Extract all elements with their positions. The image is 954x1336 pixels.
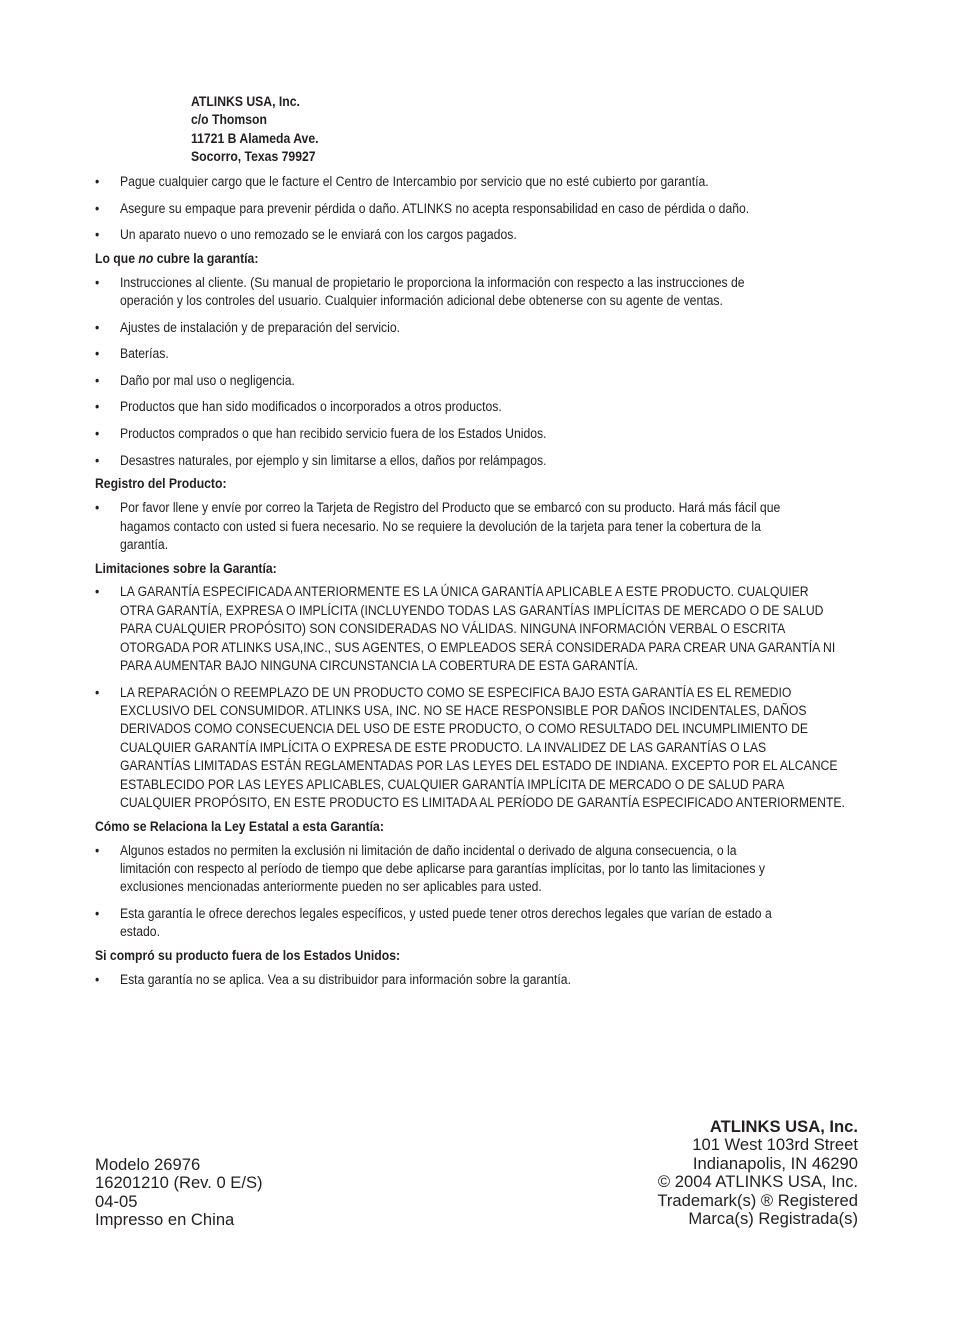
heading-text: cubre la garantía: bbox=[153, 250, 259, 267]
footer-model-info bbox=[95, 1156, 263, 1230]
list-item bbox=[95, 398, 759, 416]
address-line: Socorro, Texas 79927 bbox=[191, 149, 316, 166]
company-name: ATLINKS USA, Inc. bbox=[709, 1117, 858, 1136]
return-address bbox=[191, 93, 319, 167]
bullet: • bbox=[95, 174, 100, 190]
item-text: garantía. bbox=[119, 536, 169, 553]
bullet: • bbox=[95, 905, 100, 922]
item-text: Asegure su empaque para prevenir pérdida o daño. ATLINKS no acepta responsabilidad en caso de pérdida o daño. bbox=[119, 200, 750, 217]
item-text: Pague cualquier cargo que le facture el Centro de Intercambio por servicio que no esté cubierto por garantía. bbox=[119, 174, 709, 190]
section-heading-state-law: Cómo se Relaciona la Ley Estatal a esta Garantía: bbox=[95, 818, 384, 835]
section-heading-outside-us: Si compró su producto fuera de los Estados Unidos: bbox=[95, 948, 401, 965]
heading-emphasis: no bbox=[138, 250, 154, 267]
part-number-line: 16201210 (Rev. 0 E/S) bbox=[95, 1173, 263, 1193]
list-item bbox=[95, 905, 772, 942]
item-text: OTRA GARANTÍA, EXPRESA O IMPLÍCITA (INCLUYENDO TODAS LAS GARANTÍAS IMPLÍCITAS DE MERCADO O DE SALUD bbox=[119, 602, 824, 619]
address-line: 11721 B Alameda Ave. bbox=[191, 130, 319, 147]
bullet: • bbox=[95, 842, 100, 859]
item-text: operación y los controles del usuario. Cualquier información adicional debe obtenerse con su agente de ventas. bbox=[119, 293, 723, 310]
list-item bbox=[95, 425, 759, 443]
bullet: • bbox=[95, 346, 100, 363]
item-text: estado. bbox=[119, 924, 160, 941]
list-item bbox=[95, 499, 781, 554]
bullet: • bbox=[95, 227, 100, 244]
item-text: Esta garantía no se aplica. Vea a su distribuidor para información sobre la garantía. bbox=[119, 971, 571, 988]
item-text: Baterías. bbox=[119, 346, 169, 363]
bullet: • bbox=[95, 584, 100, 601]
list-item bbox=[95, 319, 759, 337]
item-text: LA REPARACIÓN O REEMPLAZO DE UN PRODUCTO COMO SE ESPECIFICA BAJO ESTA GARANTÍA ES EL REMEDIO bbox=[119, 684, 792, 701]
list-item bbox=[95, 583, 836, 675]
bullet: • bbox=[95, 372, 100, 389]
section-heading-not-covered bbox=[95, 250, 759, 268]
item-text: PARA AUMENTAR BAJO NINGUNA CIRCUNSTANCIA LA COBERTURA DE ESTA GARANTÍA. bbox=[119, 658, 639, 675]
list-item bbox=[95, 274, 759, 311]
item-text: Productos comprados o que han recibido servicio fuera de los Estados Unidos. bbox=[119, 426, 547, 442]
item-text: Algunos estados no permiten la exclusión ni limitación de daño incidental o derivado de alguna consecuencia, o la bbox=[119, 842, 737, 859]
bullet: • bbox=[95, 200, 100, 217]
item-text: PARA CUALQUIER PROPÓSITO) SON CONSIDERADAS NO VÁLIDAS. NINGUNA INFORMACIÓN VERBAL O ESCRITA bbox=[119, 621, 786, 638]
item-text: Productos que han sido modificados o incorporados a otros productos. bbox=[119, 399, 502, 416]
list-item bbox=[95, 971, 759, 989]
list-item bbox=[95, 452, 759, 470]
list-item bbox=[95, 226, 759, 244]
item-text: Por favor llene y envíe por correo la Tarjeta de Registro del Producto que se embarcó con su producto. Hará más fácil que bbox=[119, 500, 781, 517]
bullet: • bbox=[95, 452, 100, 469]
date-line: 04-05 bbox=[95, 1191, 138, 1211]
item-text: GARANTÍAS LIMITADAS ESTÁN REGLAMENTADAS POR LAS LEYES DEL ESTADO DE INDIANA. EXCEPTO POR EL ALCANCE bbox=[119, 758, 838, 775]
item-text: limitación con respecto al período de tiempo que debe aplicarse para garantías implícitas, por lo tanto las limitaciones y bbox=[119, 860, 765, 877]
item-text: OTORGADA POR ATLINKS USA,INC., SUS AGENTES, O EMPLEADOS SERÁ CONSIDERADA PARA CREAR UNA GARANTÍA NI bbox=[119, 639, 836, 656]
item-text: CUALQUIER GARANTÍA IMPLÍCITA O EXPRESA DE ESTE PRODUCTO. LA INVALIDEZ DE LAS GARANTÍAS O LAS bbox=[119, 739, 767, 756]
item-text: Ajustes de instalación y de preparación del servicio. bbox=[119, 319, 401, 336]
item-text: LA GARANTÍA ESPECIFICADA ANTERIORMENTE ES LA ÚNICA GARANTÍA APLICABLE A ESTE PRODUCTO. CUALQUIER bbox=[119, 584, 809, 601]
bullet: • bbox=[95, 500, 100, 517]
list-item bbox=[95, 842, 765, 897]
bullet: • bbox=[95, 399, 100, 416]
list-item bbox=[95, 173, 759, 191]
item-text: EXCLUSIVO DEL CONSUMIDOR. ATLINKS USA, INC. NO SE HACE RESPONSIBLE POR DAÑOS INCIDENTALES, DAÑOS bbox=[119, 703, 807, 720]
model-line: Modelo 26976 bbox=[95, 1155, 201, 1174]
copyright-line: © 2004 ATLINKS USA, Inc. bbox=[657, 1172, 858, 1192]
heading-text: Lo que bbox=[95, 250, 139, 267]
warranty-body bbox=[95, 173, 845, 989]
item-text: CUALQUIER PROPÓSITO, EN ESTE PRODUCTO ES LIMITADA AL PERÍODO DE GARANTÍA ESPECIFICADO ANTERIORMENTE. bbox=[119, 794, 845, 811]
bullet: • bbox=[95, 426, 100, 442]
item-text: Un aparato nuevo o uno remozado se le enviará con los cargos pagados. bbox=[119, 227, 517, 244]
item-text: DERIVADOS COMO CONSECUENCIA DEL USO DE ESTE PRODUCTO, O COMO RESULTADO DEL INCUMPLIMIENTO DE bbox=[119, 721, 809, 738]
item-text: Daño por mal uso o negligencia. bbox=[119, 372, 295, 389]
company-address-line: 101 West 103rd Street bbox=[692, 1135, 858, 1155]
item-text: Instrucciones al cliente. (Su manual de propietario le proporciona la información con respecto a las instrucciones de bbox=[119, 274, 745, 291]
bullet: • bbox=[95, 319, 100, 336]
list-item bbox=[95, 345, 759, 363]
item-text: hagamos contacto con usted si fuera necesario. No se requiere la devolución de la tarjeta para tener la cobertura de la bbox=[119, 518, 761, 535]
item-text: Desastres naturales, por ejemplo y sin limitarse a ellos, daños por relámpagos. bbox=[119, 452, 547, 469]
footer-company-info bbox=[657, 1118, 858, 1228]
address-line: ATLINKS USA, Inc. bbox=[191, 94, 300, 110]
bullet: • bbox=[95, 684, 100, 701]
section-heading-registration: Registro del Producto: bbox=[95, 476, 227, 493]
bullet: • bbox=[95, 274, 100, 291]
list-item bbox=[95, 372, 759, 390]
bullet: • bbox=[95, 971, 100, 988]
list-item bbox=[95, 200, 759, 218]
trademark-line: Marca(s) Registrada(s) bbox=[688, 1209, 858, 1229]
section-heading-limitations: Limitaciones sobre la Garantía: bbox=[95, 560, 277, 577]
trademark-line: Trademark(s) ® Registered bbox=[657, 1190, 858, 1210]
company-address-line: Indianapolis, IN 46290 bbox=[692, 1153, 858, 1173]
item-text: exclusiones mencionadas anteriormente pueden no ser aplicables para usted. bbox=[119, 879, 542, 896]
list-item bbox=[95, 684, 845, 813]
printed-line: Impresso en China bbox=[95, 1210, 235, 1230]
item-text: ESTABLECIDO POR LAS LEYES APLICABLES, CUALQUIER GARANTÍA IMPLÍCITA DE MERCADO O DE SALUD PARA bbox=[119, 776, 785, 793]
item-text: Esta garantía le ofrece derechos legales específicos, y usted puede tener otros derechos legales que varían de estado a bbox=[119, 905, 772, 922]
address-line: c/o Thomson bbox=[191, 112, 267, 129]
